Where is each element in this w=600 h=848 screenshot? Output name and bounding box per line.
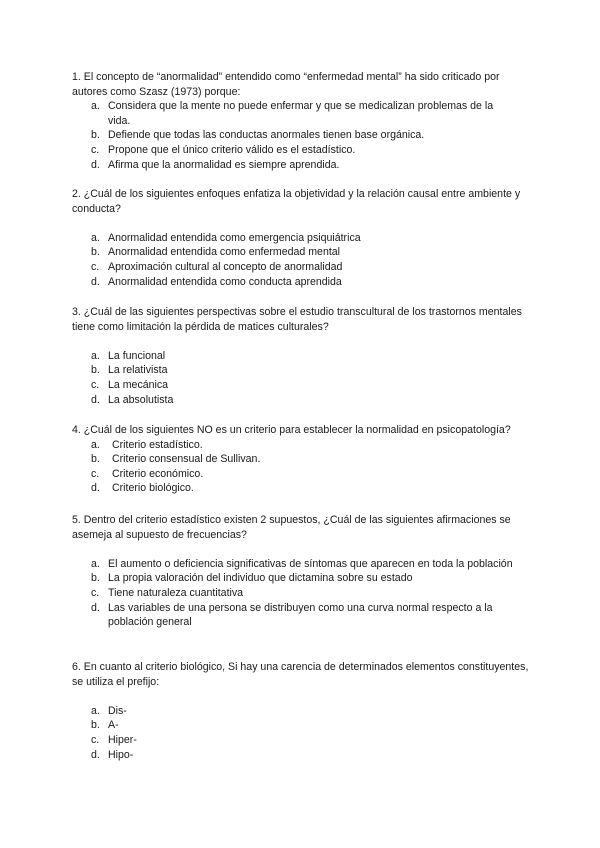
option-letter: b. bbox=[91, 129, 100, 142]
option-text: El aumento o deficiencia significativas de síntomas que aparecen en toda la población bbox=[108, 557, 513, 570]
option-item bbox=[72, 393, 532, 408]
option-item bbox=[72, 143, 532, 158]
option-item bbox=[72, 467, 532, 482]
option-letter: c. bbox=[91, 586, 100, 599]
option-text: Hipo- bbox=[108, 748, 134, 761]
option-text: Criterio biológico. bbox=[112, 482, 194, 495]
option-letter: d. bbox=[91, 748, 100, 761]
option-text: La relativista bbox=[108, 364, 168, 377]
question-stem: 4. ¿Cuál de los siguientes NO es un criterio para establecer la normalidad en psicopatología? bbox=[72, 424, 511, 436]
option-item bbox=[72, 260, 532, 275]
option-letter: a. bbox=[91, 231, 100, 244]
option-letter: c. bbox=[91, 378, 100, 391]
option-text: Considera que la mente no puede enfermar y que se medicalizan problemas de la vida. bbox=[108, 100, 494, 127]
option-letter: c. bbox=[91, 467, 100, 480]
option-item bbox=[72, 601, 532, 630]
question-stem: 1. El concepto de “anormalidad” entendido como “enfermedad mental” ha sido criticado por autores como Szasz (1973) porque: bbox=[72, 71, 500, 98]
option-text: Criterio consensual de Sullivan. bbox=[112, 453, 261, 466]
option-letter: b. bbox=[91, 364, 100, 377]
question-stem: 6. En cuanto al criterio biológico, Si hay una carencia de determinados elementos constituyentes, se utiliza el prefijo: bbox=[72, 661, 529, 688]
option-text: Tiene naturaleza cuantitativa bbox=[108, 586, 244, 599]
options-list bbox=[72, 438, 532, 496]
option-text: Criterio económico. bbox=[112, 467, 204, 480]
option-item bbox=[72, 245, 532, 260]
option-letter: b. bbox=[91, 719, 100, 732]
option-text: La propia valoración del individuo que dictamina sobre su estado bbox=[108, 572, 413, 585]
option-text: La funcional bbox=[108, 349, 166, 362]
option-item bbox=[72, 733, 532, 748]
option-text: Hiper- bbox=[108, 733, 137, 746]
option-text: Dis- bbox=[108, 704, 127, 717]
question-4 bbox=[72, 423, 532, 496]
option-item bbox=[72, 586, 532, 601]
question-5 bbox=[72, 513, 532, 630]
option-text: Criterio estadístico. bbox=[112, 438, 203, 451]
option-item bbox=[72, 378, 532, 393]
option-letter: a. bbox=[91, 349, 100, 362]
option-item bbox=[72, 438, 532, 453]
option-text: Anormalidad entendida como conducta aprendida bbox=[108, 275, 342, 288]
option-letter: d. bbox=[91, 601, 100, 614]
option-text: Las variables de una persona se distribuyen como una curva normal respecto a la población general bbox=[108, 601, 493, 629]
option-item bbox=[72, 481, 532, 496]
option-item bbox=[72, 571, 532, 586]
options-list bbox=[72, 349, 532, 407]
options-list bbox=[72, 99, 532, 172]
option-letter: d. bbox=[91, 482, 100, 495]
option-letter: b. bbox=[91, 246, 100, 259]
option-item bbox=[72, 158, 532, 173]
option-item bbox=[72, 349, 532, 364]
option-item bbox=[72, 557, 532, 572]
option-letter: c. bbox=[91, 143, 100, 156]
option-text: Afirma que la anormalidad es siempre aprendida. bbox=[108, 158, 340, 171]
option-letter: c. bbox=[91, 733, 100, 746]
question-stem: 2. ¿Cuál de los siguientes enfoques enfatiza la objetividad y la relación causal entre ambiente y conducta? bbox=[72, 188, 521, 215]
question-3 bbox=[72, 305, 532, 407]
option-text: A- bbox=[108, 719, 119, 732]
option-letter: d. bbox=[91, 275, 100, 288]
option-letter: a. bbox=[91, 557, 100, 570]
option-text: Anormalidad entendida como enfermedad mental bbox=[108, 246, 341, 259]
option-item bbox=[72, 363, 532, 378]
option-letter: a. bbox=[91, 100, 100, 113]
option-item bbox=[72, 718, 532, 733]
option-letter: d. bbox=[91, 393, 100, 406]
option-item bbox=[72, 704, 532, 719]
option-text: La mecánica bbox=[108, 378, 169, 391]
option-item bbox=[72, 231, 532, 246]
option-item bbox=[72, 452, 532, 467]
option-text: La absolutista bbox=[108, 393, 174, 406]
option-item bbox=[72, 99, 532, 128]
option-letter: b. bbox=[91, 572, 100, 585]
question-6 bbox=[72, 660, 532, 762]
option-letter: d. bbox=[91, 158, 100, 171]
option-letter: b. bbox=[91, 453, 100, 466]
option-text: Propone que el único criterio válido es el estadístico. bbox=[108, 143, 356, 156]
question-1 bbox=[72, 70, 532, 172]
option-letter: a. bbox=[91, 438, 100, 451]
option-item bbox=[72, 275, 532, 290]
options-list bbox=[72, 557, 532, 630]
option-item bbox=[72, 748, 532, 763]
option-text: Anormalidad entendida como emergencia psiquiátrica bbox=[108, 231, 361, 244]
option-item bbox=[72, 128, 532, 143]
question-stem: 3. ¿Cuál de las siguientes perspectivas sobre el estudio transcultural de los trastornos mentales tiene como limitación la pérdida de matices culturales? bbox=[72, 306, 522, 333]
option-letter: c. bbox=[91, 260, 100, 273]
question-stem: 5. Dentro del criterio estadístico existen 2 supuestos, ¿Cuál de las siguientes afirmaciones se asemeja al supuesto de frecuencias? bbox=[72, 514, 511, 541]
options-list bbox=[72, 704, 532, 762]
options-list bbox=[72, 231, 532, 289]
option-letter: a. bbox=[91, 704, 100, 717]
question-2 bbox=[72, 187, 532, 289]
option-text: Aproximación cultural al concepto de anormalidad bbox=[108, 260, 343, 273]
option-text: Defiende que todas las conductas anormales tienen base orgánica. bbox=[108, 129, 425, 142]
